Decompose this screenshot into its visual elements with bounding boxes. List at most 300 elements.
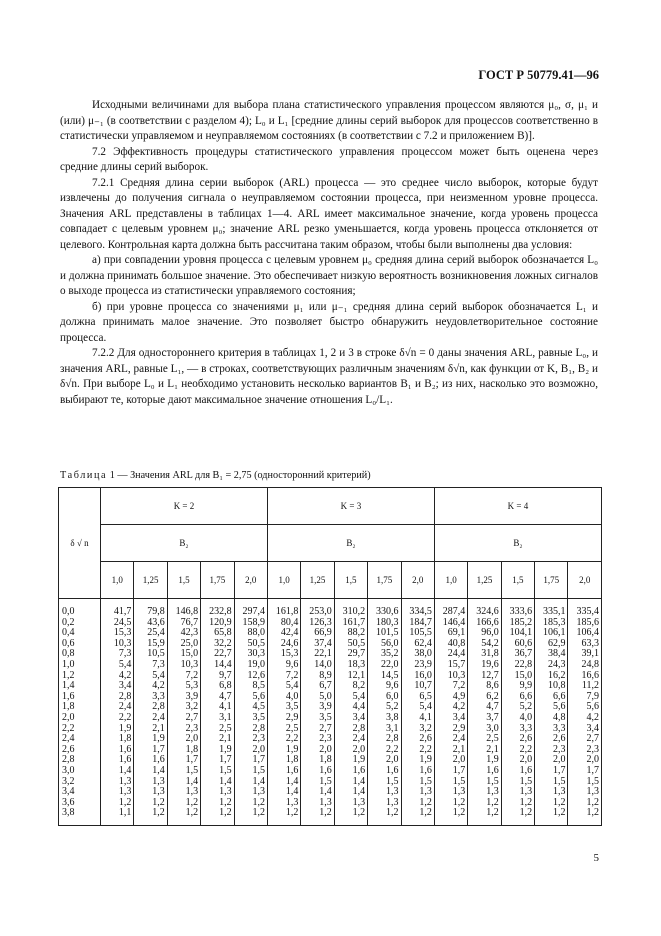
arl-value: 1,3	[552, 786, 566, 798]
delta-value: 3,8	[62, 807, 75, 819]
arl-value: 1,2	[552, 796, 566, 808]
arl-value: 2,3	[185, 722, 199, 734]
arl-value: 333,6	[509, 606, 533, 617]
arl-value: 3,2	[419, 722, 432, 734]
arl-value: 1,3	[519, 786, 533, 798]
arl-value: 12,7	[481, 669, 499, 681]
arl-value: 79,8	[147, 606, 165, 617]
arl-value: 1,6	[152, 754, 165, 766]
arl-table	[58, 487, 602, 826]
arl-value: 1,7	[152, 743, 165, 755]
arl-value: 3,1	[386, 722, 399, 734]
arl-value: 324,6	[476, 606, 499, 617]
arl-value: 1,9	[285, 743, 299, 755]
arl-value: 24,8	[581, 658, 599, 670]
arl-value: 7,3	[118, 648, 132, 660]
arl-value: 2,7	[319, 722, 332, 734]
arl-value: 30,3	[247, 648, 265, 660]
arl-value: 62,9	[547, 637, 566, 649]
arl-value: 1,6	[519, 764, 533, 776]
arl-value: 19,0	[247, 658, 265, 670]
delta-sqrt-n-header: δ √ n	[59, 488, 101, 599]
arl-value: 4,9	[452, 690, 466, 702]
arl-value: 10,3	[180, 658, 199, 670]
delta-value: 1,0	[62, 658, 75, 670]
arl-value: 5,4	[352, 690, 366, 702]
arl-value: 335,1	[542, 606, 566, 617]
arl-value: 2,8	[386, 733, 399, 745]
arl-value: 1,4	[252, 775, 265, 787]
arl-column	[434, 599, 467, 826]
arl-value: 4,2	[152, 680, 165, 692]
arl-value: 1,5	[452, 775, 466, 787]
arl-value: 3,9	[185, 690, 199, 702]
arl-value: 8,6	[486, 680, 499, 692]
arl-column	[201, 599, 234, 826]
b2-header: B₂	[267, 525, 434, 562]
arl-value: 60,6	[514, 637, 533, 649]
delta-value: 2,4	[62, 733, 75, 745]
arl-value: 65,8	[214, 627, 232, 639]
arl-value: 38,4	[547, 648, 566, 660]
arl-value: 105,5	[409, 627, 432, 639]
arl-value: 1,4	[352, 786, 366, 798]
standard-code: ГОСТ Р 50779.41—96	[478, 68, 599, 82]
arl-value: 3,3	[552, 722, 566, 734]
arl-value: 1,4	[118, 764, 132, 776]
arl-value: 146,4	[442, 616, 466, 628]
arl-value: 3,4	[586, 722, 599, 734]
arl-value: 1,5	[185, 764, 199, 776]
arl-column	[301, 599, 334, 826]
arl-value: 1,5	[586, 775, 599, 787]
delta-value: 2,2	[62, 722, 75, 734]
b2-value: 1,25	[468, 562, 501, 599]
arl-value: 1,2	[419, 807, 432, 819]
arl-value: 2,9	[285, 711, 299, 723]
b2-value: 1,25	[134, 562, 167, 599]
arl-value: 50,5	[247, 637, 265, 649]
delta-value: 2,0	[62, 711, 75, 723]
arl-value: 16,2	[547, 669, 566, 681]
arl-value: 3,4	[352, 711, 366, 723]
arl-value: 22,1	[314, 648, 332, 660]
arl-value: 50,5	[347, 637, 366, 649]
delta-value: 0,4	[62, 627, 75, 639]
arl-value: 56,0	[381, 637, 399, 649]
arl-value: 1,2	[152, 807, 165, 819]
arl-value: 5,4	[419, 701, 432, 713]
arl-value: 2,1	[486, 743, 499, 755]
body-text	[60, 98, 598, 408]
arl-value: 1,8	[319, 754, 332, 766]
arl-value: 19,6	[481, 658, 499, 670]
arl-value: 180,3	[376, 616, 399, 628]
b2-value: 1,75	[368, 562, 401, 599]
arl-value: 10,3	[113, 637, 132, 649]
arl-value: 330,6	[376, 606, 399, 617]
arl-column	[234, 599, 267, 826]
arl-value: 38,0	[414, 648, 432, 660]
arl-value: 2,6	[419, 733, 432, 745]
b2-value: 1,5	[501, 562, 534, 599]
page-number: 5	[593, 852, 599, 864]
delta-value: 3,0	[62, 764, 75, 776]
b2-value: 1,0	[434, 562, 467, 599]
arl-value: 1,2	[252, 796, 265, 808]
arl-value: 2,8	[152, 701, 165, 713]
paragraph: 7.2.2 Для одностороннего критерия в таблицах 1, 2 и 3 в строке δ√n = 0 даны значения ARL, равные L₀, и значения ARL, равные L₁, — в строках, соответствующих различным значениям δ√n, как функции от K, B₁, B₂ и δ√n. При выборе L₀ и L₁ необходимо установить несколько вариантов B₁ и B₂; из них, насколько это возможно, выбирают те, которые дают максимальное значение отношения L₀/L₁.	[60, 347, 598, 406]
arl-value: 1,2	[419, 796, 432, 808]
arl-value: 1,1	[118, 807, 132, 819]
arl-value: 1,3	[285, 796, 299, 808]
paragraph: б) при уровне процесса со значениями μ₁ или μ₋₁ средняя длина серий выборок обозначается L₁ и должна принимать малое значение. Это позволяет быстро обнаружить неудовлетворительное состояние процесса.	[60, 300, 598, 344]
arl-value: 15,3	[113, 627, 132, 639]
arl-value: 2,7	[586, 733, 599, 745]
arl-value: 1,5	[219, 764, 232, 776]
delta-value: 3,4	[62, 786, 75, 798]
arl-value: 161,8	[275, 606, 299, 617]
arl-value: 101,5	[376, 627, 399, 639]
arl-value: 15,7	[447, 658, 466, 670]
b2-value: 1,75	[201, 562, 234, 599]
b2-value: 1,0	[267, 562, 300, 599]
arl-value: 1,5	[552, 775, 566, 787]
arl-value: 2,2	[419, 743, 432, 755]
arl-value: 106,4	[576, 627, 599, 639]
arl-value: 1,8	[285, 754, 299, 766]
arl-value: 6,8	[219, 680, 232, 692]
arl-value: 1,3	[486, 786, 499, 798]
arl-value: 24,5	[113, 616, 132, 628]
arl-column	[468, 599, 501, 826]
arl-value: 7,2	[452, 680, 466, 692]
arl-value: 14,5	[381, 669, 399, 681]
arl-value: 1,3	[386, 796, 399, 808]
arl-value: 2,3	[319, 733, 332, 745]
arl-value: 16,6	[581, 669, 599, 681]
delta-value: 2,6	[62, 743, 75, 755]
arl-value: 4,8	[552, 711, 566, 723]
arl-value: 1,2	[219, 807, 232, 819]
arl-value: 2,3	[586, 743, 599, 755]
arl-value: 42,3	[180, 627, 199, 639]
arl-value: 37,4	[314, 637, 332, 649]
arl-value: 23,9	[414, 658, 432, 670]
arl-value: 5,6	[586, 701, 599, 713]
k-header-row	[59, 488, 602, 525]
arl-value: 63,3	[581, 637, 599, 649]
arl-value: 22,7	[214, 648, 232, 660]
arl-value: 5,2	[386, 701, 399, 713]
arl-column	[167, 599, 200, 826]
arl-value: 3,1	[219, 711, 232, 723]
arl-value: 2,2	[118, 711, 132, 723]
arl-value: 3,9	[319, 701, 332, 713]
arl-value: 1,6	[486, 764, 499, 776]
arl-value: 1,9	[352, 754, 366, 766]
table-data-row	[59, 599, 602, 826]
arl-value: 7,3	[152, 658, 165, 670]
arl-value: 1,2	[386, 807, 399, 819]
k-header: K = 2	[101, 488, 268, 525]
arl-value: 39,1	[581, 648, 599, 660]
arl-value: 1,3	[419, 786, 432, 798]
arl-value: 15,3	[280, 648, 299, 660]
b2-value: 1,0	[101, 562, 134, 599]
arl-value: 1,2	[285, 807, 299, 819]
arl-value: 4,0	[519, 711, 533, 723]
delta-value: 3,2	[62, 775, 75, 787]
arl-value: 2,9	[452, 722, 466, 734]
arl-value: 6,2	[486, 690, 499, 702]
delta-value: 1,2	[62, 669, 75, 681]
arl-value: 104,1	[509, 627, 533, 639]
arl-value: 310,2	[342, 606, 366, 617]
arl-value: 6,6	[552, 690, 566, 702]
arl-value: 7,2	[185, 669, 199, 681]
k-header: K = 3	[267, 488, 434, 525]
arl-value: 2,3	[252, 733, 265, 745]
arl-value: 3,3	[152, 690, 165, 702]
arl-value: 1,2	[486, 807, 499, 819]
arl-value: 1,5	[419, 775, 432, 787]
arl-value: 1,6	[319, 764, 332, 776]
delta-value: 0,0	[62, 606, 75, 617]
arl-value: 1,3	[252, 786, 265, 798]
arl-value: 1,4	[185, 775, 199, 787]
arl-value: 14,4	[214, 658, 232, 670]
arl-value: 1,3	[452, 786, 466, 798]
arl-value: 24,6	[280, 637, 299, 649]
arl-value: 4,4	[352, 701, 366, 713]
arl-value: 43,6	[147, 616, 165, 628]
arl-value: 24,3	[547, 658, 566, 670]
arl-value: 1,2	[319, 807, 332, 819]
arl-value: 1,3	[219, 786, 232, 798]
arl-value: 9,6	[386, 680, 399, 692]
arl-value: 1,3	[185, 786, 199, 798]
b2-value: 2,0	[234, 562, 267, 599]
arl-value: 5,4	[118, 658, 132, 670]
k-header: K = 4	[434, 488, 601, 525]
arl-value: 3,5	[252, 711, 265, 723]
arl-value: 22,0	[381, 658, 399, 670]
arl-value: 3,8	[386, 711, 399, 723]
arl-value: 1,9	[219, 743, 232, 755]
arl-value: 1,6	[118, 754, 132, 766]
arl-value: 334,5	[409, 606, 432, 617]
arl-value: 126,3	[309, 616, 332, 628]
arl-value: 2,2	[386, 743, 399, 755]
arl-value: 1,7	[185, 754, 199, 766]
arl-value: 2,1	[152, 722, 165, 734]
arl-value: 41,7	[113, 606, 132, 617]
delta-value: 0,6	[62, 637, 75, 649]
arl-value: 10,5	[147, 648, 165, 660]
arl-value: 76,7	[180, 616, 199, 628]
arl-value: 232,8	[209, 606, 232, 617]
arl-value: 4,2	[118, 669, 132, 681]
arl-value: 3,4	[452, 711, 466, 723]
arl-value: 1,4	[319, 786, 332, 798]
arl-value: 25,4	[147, 627, 165, 639]
arl-value: 11,2	[581, 680, 599, 692]
arl-value: 1,4	[219, 775, 232, 787]
arl-value: 2,6	[519, 733, 533, 745]
arl-value: 287,4	[442, 606, 466, 617]
arl-value: 2,0	[252, 743, 265, 755]
arl-value: 1,7	[252, 754, 265, 766]
arl-value: 146,8	[175, 606, 199, 617]
arl-column	[101, 599, 134, 826]
arl-value: 12,1	[347, 669, 366, 681]
arl-value: 166,6	[476, 616, 499, 628]
arl-value: 9,7	[219, 669, 232, 681]
arl-value: 1,2	[586, 796, 599, 808]
arl-value: 184,7	[409, 616, 432, 628]
arl-value: 1,5	[519, 775, 533, 787]
arl-value: 2,0	[386, 754, 399, 766]
arl-value: 5,4	[285, 680, 299, 692]
arl-value: 2,2	[519, 743, 533, 755]
arl-value: 69,1	[447, 627, 466, 639]
arl-value: 2,5	[219, 722, 232, 734]
arl-value: 1,6	[285, 764, 299, 776]
arl-value: 4,2	[452, 701, 466, 713]
arl-value: 31,8	[481, 648, 499, 660]
arl-value: 12,6	[247, 669, 265, 681]
delta-value: 3,6	[62, 796, 75, 808]
arl-value: 185,2	[509, 616, 533, 628]
arl-value: 36,7	[514, 648, 533, 660]
delta-value: 0,8	[62, 648, 75, 660]
arl-value: 15,0	[180, 648, 199, 660]
arl-value: 2,4	[452, 733, 466, 745]
arl-value: 96,0	[481, 627, 499, 639]
arl-value: 2,2	[285, 733, 299, 745]
arl-value: 9,6	[285, 658, 299, 670]
arl-value: 10,7	[414, 680, 432, 692]
arl-value: 1,4	[285, 786, 299, 798]
arl-value: 7,2	[285, 669, 299, 681]
paragraph: Исходными величинами для выбора плана статистического управления процессом являются μ₀, σ, μ₁ и (или) μ₋₁ (в соответствии с разделом 4); L₀ и L₁ [средние длины серий выборок для процессов соответственно в статистически управляемом и неуправляемом состояниях (в соответствии с 7.2 и приложением В)].	[60, 99, 598, 142]
arl-value: 14,0	[314, 658, 332, 670]
arl-column	[501, 599, 534, 826]
arl-value: 1,3	[386, 786, 399, 798]
b2-value: 1,75	[535, 562, 568, 599]
arl-value: 1,9	[152, 733, 165, 745]
arl-column	[368, 599, 401, 826]
arl-value: 2,3	[552, 743, 566, 755]
arl-value: 1,7	[452, 764, 466, 776]
arl-value: 3,5	[319, 711, 332, 723]
arl-value: 4,7	[486, 701, 499, 713]
arl-value: 1,2	[152, 796, 165, 808]
arl-value: 66,9	[314, 627, 332, 639]
arl-value: 2,1	[452, 743, 466, 755]
arl-value: 54,2	[481, 637, 499, 649]
delta-column	[59, 599, 101, 826]
arl-value: 5,3	[185, 680, 199, 692]
arl-value: 1,2	[586, 807, 599, 819]
arl-value: 88,2	[347, 627, 366, 639]
arl-value: 1,6	[352, 764, 366, 776]
arl-value: 2,4	[352, 733, 366, 745]
arl-value: 2,5	[486, 733, 499, 745]
arl-value: 2,0	[452, 754, 466, 766]
arl-value: 2,8	[118, 690, 132, 702]
arl-value: 1,9	[419, 754, 432, 766]
arl-value: 6,7	[319, 680, 332, 692]
arl-value: 1,9	[118, 722, 132, 734]
arl-value: 32,2	[214, 637, 232, 649]
arl-value: 1,5	[319, 775, 332, 787]
b2-value: 1,5	[334, 562, 367, 599]
arl-value: 3,5	[285, 701, 299, 713]
b2-value: 1,25	[301, 562, 334, 599]
arl-value: 253,0	[309, 606, 332, 617]
arl-value: 4,0	[285, 690, 299, 702]
arl-value: 2,0	[552, 754, 566, 766]
arl-value: 1,5	[486, 775, 499, 787]
arl-value: 1,6	[386, 764, 399, 776]
arl-value: 1,3	[118, 786, 132, 798]
arl-value: 1,4	[152, 764, 165, 776]
arl-value: 1,2	[519, 796, 533, 808]
arl-value: 15,0	[514, 669, 533, 681]
delta-value: 1,8	[62, 701, 75, 713]
arl-value: 2,0	[519, 754, 533, 766]
arl-value: 2,0	[185, 733, 199, 745]
arl-value: 80,4	[280, 616, 299, 628]
arl-value: 1,2	[118, 796, 132, 808]
arl-value: 7,9	[586, 690, 599, 702]
arl-value: 1,9	[486, 754, 499, 766]
arl-column	[334, 599, 367, 826]
arl-value: 1,7	[219, 754, 232, 766]
arl-value: 8,2	[352, 680, 366, 692]
arl-value: 2,4	[152, 711, 165, 723]
arl-value: 1,2	[452, 807, 466, 819]
arl-column	[267, 599, 300, 826]
arl-value: 1,2	[185, 796, 199, 808]
arl-value: 2,0	[352, 743, 366, 755]
arl-column	[134, 599, 167, 826]
arl-value: 2,0	[586, 754, 599, 766]
arl-value: 297,4	[242, 606, 265, 617]
arl-value: 1,7	[552, 764, 566, 776]
paragraph: 7.2.1 Средняя длина серии выборок (ARL) процесса — это среднее число выборок, которые будут извлечены до получения сигнала о неуправляемом состоянии процесса, при неизменном уровне процесса. Значения ARL представлены в таблицах 1—4. ARL имеет максимальное значение, когда уровень процесса совпадает с целевым уровнем μ₀; значение ARL резко уменьшается, когда уровень процесса отклоняется от целевого. Контрольная карта должна быть рассчитана таким образом, чтобы были выполнены два условия:	[60, 176, 598, 251]
arl-value: 185,3	[542, 616, 566, 628]
arl-value: 1,6	[118, 743, 132, 755]
delta-value: 2,8	[62, 754, 75, 766]
paragraph: а) при совпадении уровня процесса с целевым уровнем μ₀ средняя длина серий выборок обозначается L₀ и должна принимать большое значение. Это обеспечивает низкую вероятность возникновения ложных сигналов о выходе процесса из статистически управляемого состояния;	[60, 254, 598, 297]
arl-value: 1,2	[252, 807, 265, 819]
arl-value: 120,9	[209, 616, 232, 628]
arl-value: 161,7	[342, 616, 366, 628]
arl-value: 1,2	[486, 796, 499, 808]
arl-value: 10,8	[547, 680, 566, 692]
arl-column	[401, 599, 434, 826]
arl-value: 1,2	[352, 807, 366, 819]
arl-value: 1,3	[319, 796, 332, 808]
b2-header: B₂	[101, 525, 268, 562]
b2-header-row	[59, 525, 602, 562]
arl-value: 10,3	[447, 669, 466, 681]
arl-value: 6,0	[386, 690, 399, 702]
arl-value: 1,5	[386, 775, 399, 787]
